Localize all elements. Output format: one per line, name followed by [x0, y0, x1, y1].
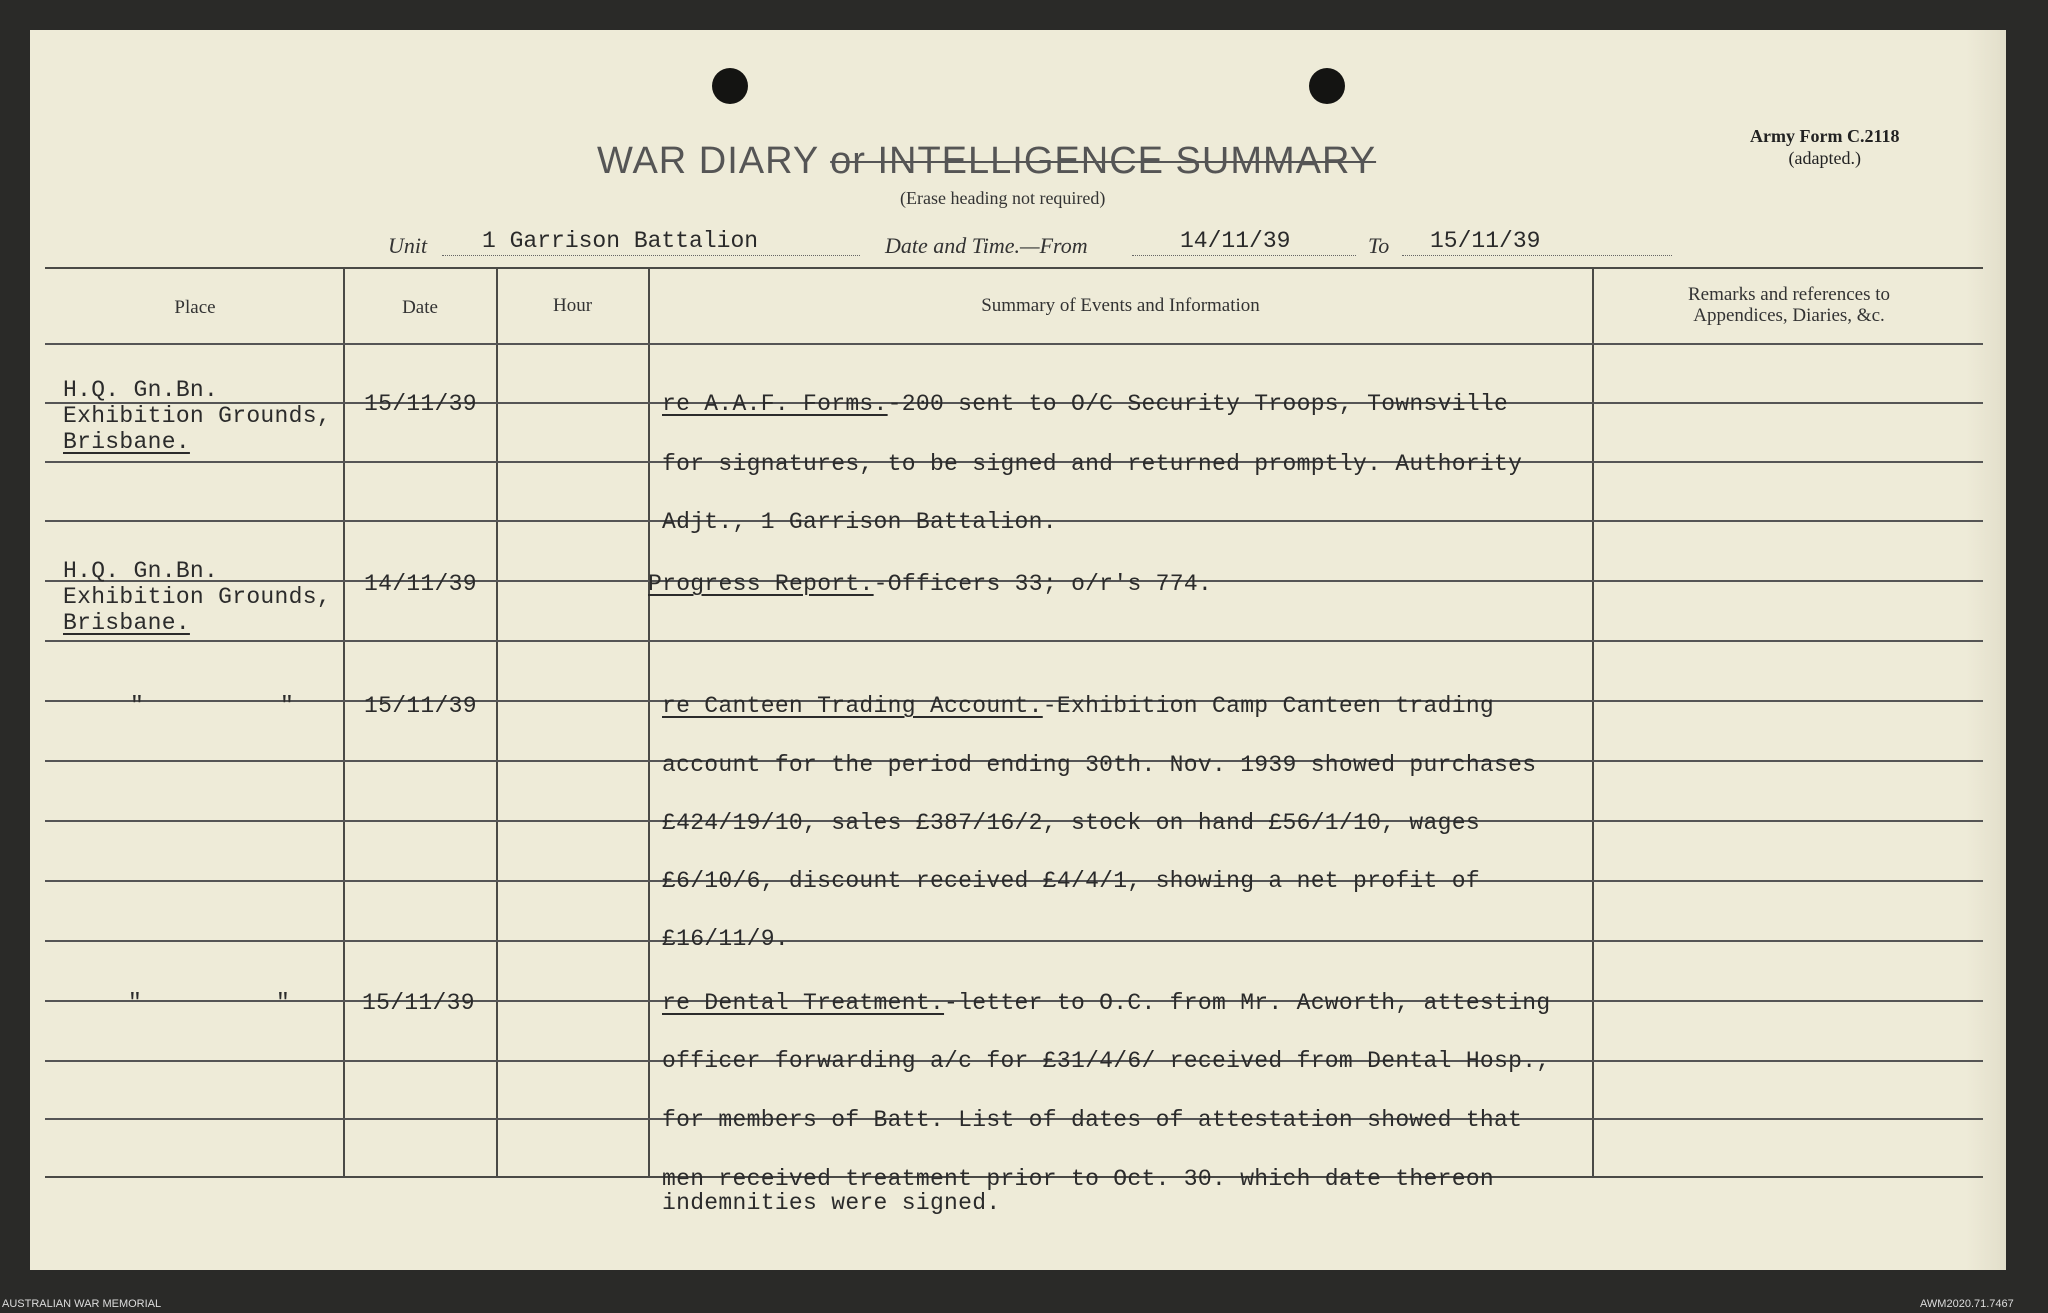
title-main: WAR DIARY: [597, 140, 819, 182]
entry-4-ditto-2: ": [276, 990, 291, 1016]
entry-1-place-line-3: Brisbane.: [63, 429, 190, 455]
col-header-remarks: [1595, 284, 1983, 326]
entry-2-place-line-3: Brisbane.: [63, 610, 190, 636]
entry-2-heading: Progress Report.: [648, 571, 874, 597]
entry-1-place-line-2: Exhibition Grounds,: [63, 403, 331, 429]
punch-hole-left: [712, 68, 748, 104]
entry-1-heading: re A.A.F. Forms.: [662, 391, 888, 417]
date-to-value: 15/11/39: [1430, 228, 1541, 254]
entry-2-line-1: -Officers 33; o/r's 774.: [873, 571, 1213, 597]
entry-3-ditto-1: ": [130, 693, 145, 719]
entry-2-place-line-1: H.Q. Gn.Bn.: [63, 558, 219, 584]
unit-label: Unit: [388, 233, 428, 258]
entry-1-line-3: Adjt., 1 Garrison Battalion.: [662, 509, 1057, 535]
table-top-rule: [45, 267, 1983, 269]
entry-3-heading: re Canteen Trading Account.: [662, 693, 1043, 719]
col-header-remarks-line-1: Remarks and references to: [1687, 284, 1891, 305]
entry-4-line-5: indemnities were signed.: [662, 1190, 1001, 1216]
entry-2-text-line-1: [648, 571, 1212, 597]
date-to-label: To: [1368, 233, 1390, 258]
entry-4-text-line-1: [662, 990, 1550, 1016]
entry-4-heading: re Dental Treatment.: [662, 990, 945, 1016]
diary-sheet: [30, 30, 2006, 1270]
entry-1-date: 15/11/39: [364, 391, 477, 417]
entry-1-line-2: for signatures, to be signed and returned promptly. Authority: [662, 451, 1523, 477]
entry-1-place: [63, 377, 331, 455]
entry-3-text-line-1: [662, 693, 1494, 719]
entry-2-place: [63, 558, 331, 636]
subtitle: (Erase heading not required): [900, 188, 1106, 208]
entry-3-ditto-2: ": [280, 693, 295, 719]
entry-3-line-1: -Exhibition Camp Canteen trading: [1042, 693, 1495, 719]
title-struck: or INTELLIGENCE SUMMARY: [830, 140, 1377, 182]
col-header-summary: Summary of Events and Information: [981, 295, 1260, 316]
entry-4-line-1: -letter to O.C. from Mr. Acworth, attesting: [944, 990, 1551, 1016]
entry-3-line-4: £6/10/6, discount received £4/4/1, showing a net profit of: [662, 868, 1480, 894]
unit-value: 1 Garrison Battalion: [482, 228, 759, 254]
col-header-hour: Hour: [552, 295, 593, 316]
entry-2-date: 14/11/39: [364, 571, 477, 597]
entry-3-line-5: £16/11/9.: [662, 926, 789, 952]
entry-4-line-3: for members of Batt. List of dates of attestation showed that: [662, 1107, 1523, 1133]
form-ref-number: Army Form C.2118: [1750, 126, 1900, 146]
entry-3-line-3: £424/19/10, sales £387/16/2, stock on hand £56/1/10, wages: [662, 810, 1480, 836]
punch-hole-right: [1309, 68, 1345, 104]
entry-1-text-line-1: [662, 391, 1508, 417]
entry-4-ditto-1: ": [128, 990, 143, 1016]
form-reference: [1750, 125, 1899, 169]
footer-left-caption: AUSTRALIAN WAR MEMORIAL: [2, 1298, 162, 1310]
entry-4-line-2: officer forwarding a/c for £31/4/6/ received from Dental Hosp.,: [662, 1048, 1551, 1074]
date-from-label: Date and Time.—From: [885, 233, 1088, 258]
col-header-date: Date: [402, 297, 438, 318]
entry-2-place-line-2: Exhibition Grounds,: [63, 584, 331, 610]
form-ref-sub: (adapted.): [1788, 148, 1861, 168]
entry-1-line-1: -200 sent to O/C Security Troops, Townsville: [887, 391, 1509, 417]
col-header-remarks-line-2: Appendices, Diaries, &c.: [1693, 305, 1885, 326]
entry-4-line-4: men received treatment prior to Oct. 30. which date thereon: [662, 1166, 1495, 1192]
entry-4-date: 15/11/39: [362, 990, 475, 1016]
entry-3-date: 15/11/39: [364, 693, 477, 719]
col-header-place: Place: [174, 297, 216, 318]
date-from-value: 14/11/39: [1180, 228, 1291, 254]
page-title: [597, 140, 1376, 183]
footer-right-caption: AWM2020.71.7467: [1920, 1298, 2014, 1310]
entry-1-place-line-1: H.Q. Gn.Bn.: [63, 377, 219, 403]
entry-3-line-2: account for the period ending 30th. Nov. 1939 showed purchases: [662, 752, 1537, 778]
